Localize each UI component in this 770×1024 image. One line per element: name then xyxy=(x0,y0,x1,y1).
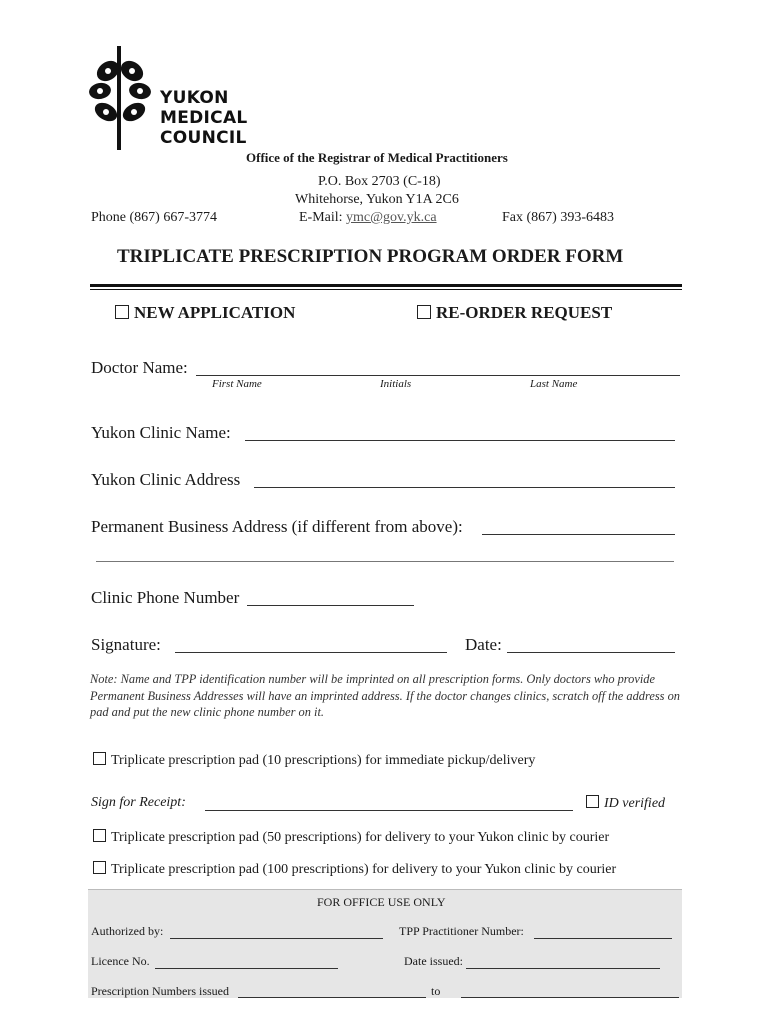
sign-receipt-label: Sign for Receipt: xyxy=(91,795,186,810)
rx-numbers-to-field[interactable] xyxy=(461,997,679,998)
licence-no-field[interactable] xyxy=(155,968,338,969)
fax-number: Fax (867) 393-6483 xyxy=(502,210,614,225)
option-10-checkbox[interactable] xyxy=(93,752,106,765)
date-label: Date: xyxy=(465,635,502,654)
phone-number: Phone (867) 667-3774 xyxy=(91,210,217,225)
office-use-heading: FOR OFFICE USE ONLY xyxy=(317,895,446,909)
date-issued-label: Date issued: xyxy=(404,954,463,968)
email-label: E-Mail: xyxy=(299,210,343,225)
doctor-name-label: Doctor Name: xyxy=(91,358,188,377)
signature-field[interactable] xyxy=(175,652,447,653)
date-issued-field[interactable] xyxy=(466,968,660,969)
option-100-checkbox[interactable] xyxy=(93,861,106,874)
id-verified-option[interactable]: ID verified xyxy=(586,795,665,812)
option-50-prescriptions[interactable]: Triplicate prescription pad (50 prescriptions) for delivery to your Yukon clinic by courier xyxy=(93,829,609,846)
doctor-name-field[interactable] xyxy=(196,375,680,376)
yukon-flower-logo xyxy=(86,46,158,150)
business-address-field-line2[interactable] xyxy=(96,561,674,562)
licence-no-label: Licence No. xyxy=(91,954,150,968)
clinic-name-field[interactable] xyxy=(245,440,675,441)
po-box: P.O. Box 2703 (C-18) xyxy=(318,174,441,189)
initials-caption: Initials xyxy=(380,378,412,390)
sign-receipt-field[interactable] xyxy=(205,810,573,811)
business-address-field[interactable] xyxy=(482,534,675,535)
id-verified-checkbox[interactable] xyxy=(586,795,599,808)
office-name: Office of the Registrar of Medical Practitioners xyxy=(246,150,508,165)
authorized-by-label: Authorized by: xyxy=(91,924,164,938)
date-field[interactable] xyxy=(507,652,675,653)
first-name-caption: First Name xyxy=(212,378,262,390)
rx-numbers-to-label: to xyxy=(431,984,441,998)
city-address: Whitehorse, Yukon Y1A 2C6 xyxy=(295,192,459,207)
tpp-number-field[interactable] xyxy=(534,938,672,939)
option-10-prescriptions[interactable]: Triplicate prescription pad (10 prescriptions) for immediate pickup/delivery xyxy=(93,752,535,769)
form-title: TRIPLICATE PRESCRIPTION PROGRAM ORDER FORM xyxy=(117,246,624,267)
reorder-request-option[interactable]: RE-ORDER REQUEST xyxy=(417,303,612,323)
last-name-caption: Last Name xyxy=(530,378,578,390)
tpp-number-label: TPP Practitioner Number: xyxy=(399,924,524,938)
clinic-phone-label: Clinic Phone Number xyxy=(91,588,240,607)
logo-wordmark: YUKON MEDICAL COUNCIL xyxy=(160,88,248,148)
authorized-by-field[interactable] xyxy=(170,938,383,939)
title-divider xyxy=(90,284,682,287)
rx-numbers-from-field[interactable] xyxy=(238,997,426,998)
option-100-prescriptions[interactable]: Triplicate prescription pad (100 prescriptions) for delivery to your Yukon clinic by courier xyxy=(93,861,616,878)
clinic-name-label: Yukon Clinic Name: xyxy=(91,423,231,442)
business-address-label: Permanent Business Address (if different from above): xyxy=(91,517,463,536)
reorder-request-checkbox[interactable] xyxy=(417,305,431,319)
email-link[interactable]: ymc@gov.yk.ca xyxy=(346,210,437,225)
new-application-checkbox[interactable] xyxy=(115,305,129,319)
email-row xyxy=(299,210,437,226)
title-divider-thin xyxy=(90,289,682,290)
signature-label: Signature: xyxy=(91,635,161,654)
office-use-section xyxy=(88,889,682,998)
clinic-address-label: Yukon Clinic Address xyxy=(91,470,241,489)
rx-numbers-label: Prescription Numbers issued xyxy=(91,984,229,998)
imprint-note: Note: Name and TPP identification number will be imprinted on all prescription forms. Only doctors who provide Permanent Business Addresses will have an imprinted address. If the doctor changes clinics, scratch off the address on pad and put the new clinic phone number on it. xyxy=(90,672,680,719)
new-application-option[interactable]: NEW APPLICATION xyxy=(115,303,295,323)
clinic-phone-field[interactable] xyxy=(247,605,414,606)
clinic-address-field[interactable] xyxy=(254,487,675,488)
option-50-checkbox[interactable] xyxy=(93,829,106,842)
